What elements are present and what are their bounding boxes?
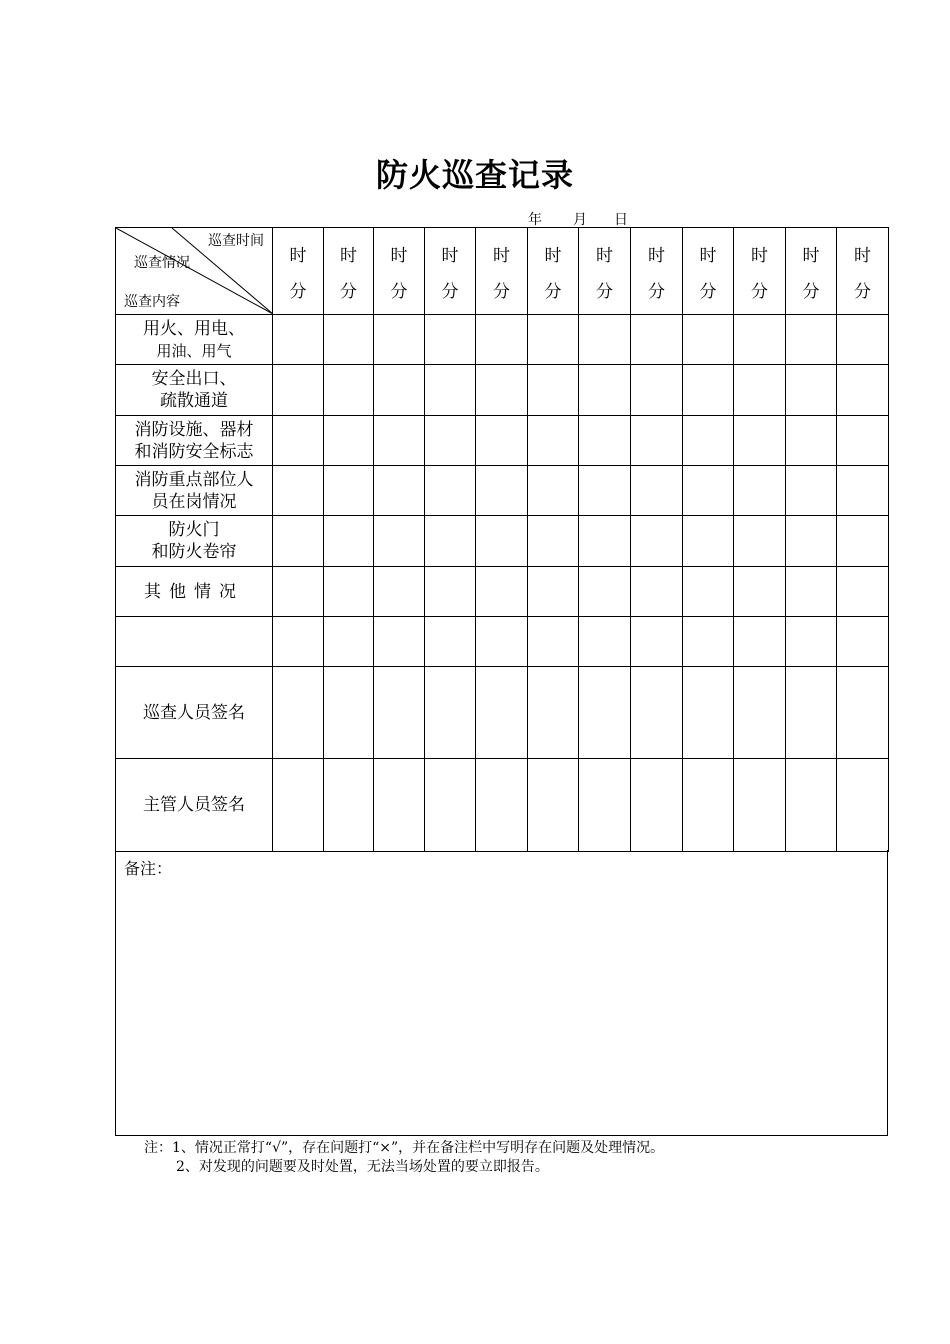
check-cell[interactable] bbox=[476, 315, 528, 365]
check-cell[interactable] bbox=[528, 466, 579, 516]
check-cell[interactable] bbox=[683, 416, 734, 466]
check-cell[interactable] bbox=[734, 416, 786, 466]
check-cell[interactable] bbox=[579, 365, 631, 416]
hour-label: 时 bbox=[648, 246, 665, 266]
check-cell[interactable] bbox=[324, 466, 374, 516]
check-cell[interactable] bbox=[786, 567, 837, 617]
check-cell[interactable] bbox=[837, 667, 889, 759]
check-cell[interactable] bbox=[528, 365, 579, 416]
date-day: 日 bbox=[614, 212, 628, 228]
check-cell[interactable] bbox=[683, 617, 734, 667]
table-row bbox=[116, 617, 889, 667]
check-cell[interactable] bbox=[734, 365, 786, 416]
row-label-line2: 疏散通道 bbox=[160, 391, 228, 411]
check-cell[interactable] bbox=[786, 516, 837, 567]
minute-label: 分 bbox=[648, 282, 665, 302]
check-cell[interactable] bbox=[374, 466, 425, 516]
header-row bbox=[116, 228, 889, 315]
check-cell[interactable] bbox=[837, 759, 889, 852]
check-cell[interactable] bbox=[579, 759, 631, 852]
time-header-cell bbox=[579, 228, 631, 315]
check-cell[interactable] bbox=[734, 617, 786, 667]
check-cell[interactable] bbox=[579, 667, 631, 759]
minute-label: 分 bbox=[441, 282, 459, 302]
row-label-cell bbox=[116, 416, 273, 466]
check-cell[interactable] bbox=[374, 416, 425, 466]
minute-label: 分 bbox=[340, 282, 357, 302]
table-row bbox=[116, 365, 889, 416]
corner-label-content: 巡查内容 bbox=[124, 294, 180, 310]
check-cell[interactable] bbox=[476, 759, 528, 852]
check-cell[interactable] bbox=[528, 516, 579, 567]
check-cell[interactable] bbox=[528, 759, 579, 852]
check-cell[interactable] bbox=[374, 667, 425, 759]
check-cell[interactable] bbox=[324, 759, 374, 852]
check-cell[interactable] bbox=[273, 667, 324, 759]
corner-label-status: 巡查情况 bbox=[134, 255, 190, 271]
check-cell[interactable] bbox=[374, 567, 425, 617]
row-label-line1: 防火门 bbox=[168, 520, 220, 540]
time-header-cell bbox=[425, 228, 476, 315]
check-cell[interactable] bbox=[324, 617, 374, 667]
minute-label: 分 bbox=[596, 282, 613, 302]
time-header-cell bbox=[786, 228, 837, 315]
check-cell[interactable] bbox=[374, 365, 425, 416]
check-cell[interactable] bbox=[786, 466, 837, 516]
row-label-line1: 安全出口、 bbox=[151, 369, 237, 389]
table-row bbox=[116, 466, 889, 516]
check-cell[interactable] bbox=[631, 617, 683, 667]
check-cell[interactable] bbox=[476, 516, 528, 567]
corner-header-cell bbox=[116, 228, 273, 315]
check-cell[interactable] bbox=[273, 466, 324, 516]
row-label-line1: 消防设施、器材 bbox=[134, 419, 254, 440]
check-cell[interactable] bbox=[579, 516, 631, 567]
hour-label: 时 bbox=[493, 246, 510, 266]
check-cell[interactable] bbox=[837, 315, 889, 365]
minute-label: 分 bbox=[751, 282, 768, 302]
table-row bbox=[116, 416, 889, 466]
hour-label: 时 bbox=[390, 246, 408, 266]
check-cell[interactable] bbox=[425, 567, 476, 617]
supervisor-signature-row bbox=[116, 759, 889, 852]
check-cell[interactable] bbox=[273, 416, 324, 466]
date-line bbox=[528, 209, 648, 227]
table-row bbox=[116, 516, 889, 567]
check-cell[interactable] bbox=[683, 315, 734, 365]
check-cell[interactable] bbox=[631, 516, 683, 567]
check-cell[interactable] bbox=[476, 365, 528, 416]
check-cell[interactable] bbox=[734, 466, 786, 516]
check-cell[interactable] bbox=[528, 567, 579, 617]
check-cell[interactable] bbox=[273, 315, 324, 365]
time-header-cell bbox=[631, 228, 683, 315]
row-label-cell bbox=[116, 617, 273, 667]
table-row bbox=[116, 567, 889, 617]
minute-label: 分 bbox=[802, 282, 820, 302]
check-cell[interactable] bbox=[476, 667, 528, 759]
row-label-cell bbox=[116, 516, 273, 567]
supervisor-signature-label: 主管人员签名 bbox=[143, 795, 245, 815]
row-label-line2: 和防火卷帘 bbox=[151, 542, 237, 562]
check-cell[interactable] bbox=[374, 315, 425, 365]
hour-label: 时 bbox=[289, 246, 307, 266]
check-cell[interactable] bbox=[425, 667, 476, 759]
time-header-cell bbox=[324, 228, 374, 315]
check-cell[interactable] bbox=[374, 759, 425, 852]
check-cell[interactable] bbox=[631, 466, 683, 516]
row-label-cell bbox=[116, 365, 273, 416]
check-cell[interactable] bbox=[476, 466, 528, 516]
check-cell[interactable] bbox=[579, 416, 631, 466]
row-label-line2: 员在岗情况 bbox=[151, 491, 237, 512]
check-cell[interactable] bbox=[324, 667, 374, 759]
row-label-cell bbox=[116, 466, 273, 516]
check-cell[interactable] bbox=[273, 365, 324, 416]
check-cell[interactable] bbox=[734, 759, 786, 852]
remarks-label: 备注： bbox=[124, 859, 173, 878]
hour-label: 时 bbox=[854, 246, 871, 266]
check-cell[interactable] bbox=[374, 617, 425, 667]
minute-label: 分 bbox=[390, 282, 408, 302]
minute-label: 分 bbox=[493, 282, 510, 302]
minute-label: 分 bbox=[854, 282, 871, 302]
check-cell[interactable] bbox=[425, 759, 476, 852]
time-header-cell bbox=[374, 228, 425, 315]
hour-label: 时 bbox=[699, 246, 717, 266]
page-title: 防火巡查记录 bbox=[375, 156, 574, 194]
check-cell[interactable] bbox=[476, 416, 528, 466]
check-cell[interactable] bbox=[631, 759, 683, 852]
inspector-signature-row bbox=[116, 667, 889, 759]
check-cell[interactable] bbox=[786, 365, 837, 416]
corner-label-time: 巡查时间 bbox=[208, 233, 264, 249]
check-cell[interactable] bbox=[528, 617, 579, 667]
check-cell[interactable] bbox=[837, 617, 889, 667]
check-cell[interactable] bbox=[734, 667, 786, 759]
row-label-cell bbox=[116, 759, 273, 852]
check-cell[interactable] bbox=[273, 567, 324, 617]
row-label-line1: 消防重点部位人 bbox=[134, 469, 254, 490]
time-header-cell bbox=[273, 228, 324, 315]
check-cell[interactable] bbox=[579, 315, 631, 365]
check-cell[interactable] bbox=[324, 516, 374, 567]
hour-label: 时 bbox=[340, 246, 357, 266]
row-label-cell bbox=[116, 315, 273, 365]
hour-label: 时 bbox=[596, 246, 613, 266]
check-cell[interactable] bbox=[324, 315, 374, 365]
inspector-signature-label: 巡查人员签名 bbox=[143, 702, 245, 723]
check-cell[interactable] bbox=[273, 759, 324, 852]
row-label-cell bbox=[116, 667, 273, 759]
row-label-line2: 和消防安全标志 bbox=[134, 441, 254, 462]
minute-label: 分 bbox=[544, 282, 562, 302]
check-cell[interactable] bbox=[579, 617, 631, 667]
check-cell[interactable] bbox=[786, 617, 837, 667]
footnotes bbox=[144, 1139, 664, 1177]
time-header-cell bbox=[528, 228, 579, 315]
check-cell[interactable] bbox=[476, 617, 528, 667]
check-cell[interactable] bbox=[425, 416, 476, 466]
minute-label: 分 bbox=[289, 282, 307, 302]
check-cell[interactable] bbox=[273, 617, 324, 667]
hour-label: 时 bbox=[544, 246, 562, 266]
hour-label: 时 bbox=[441, 246, 459, 266]
check-cell[interactable] bbox=[631, 315, 683, 365]
hour-label: 时 bbox=[751, 246, 768, 266]
time-header-cell bbox=[837, 228, 889, 315]
check-cell[interactable] bbox=[683, 567, 734, 617]
check-cell[interactable] bbox=[528, 315, 579, 365]
check-cell[interactable] bbox=[374, 516, 425, 567]
remarks-box[interactable] bbox=[115, 850, 888, 1136]
check-cell[interactable] bbox=[476, 567, 528, 617]
check-cell[interactable] bbox=[631, 567, 683, 617]
check-cell[interactable] bbox=[324, 567, 374, 617]
check-cell[interactable] bbox=[786, 667, 837, 759]
check-cell[interactable] bbox=[631, 365, 683, 416]
check-cell[interactable] bbox=[734, 516, 786, 567]
time-header-cell bbox=[683, 228, 734, 315]
check-cell[interactable] bbox=[683, 365, 734, 416]
check-cell[interactable] bbox=[786, 759, 837, 852]
check-cell[interactable] bbox=[631, 667, 683, 759]
check-cell[interactable] bbox=[786, 315, 837, 365]
check-cell[interactable] bbox=[837, 567, 889, 617]
row-label-line1: 其他情况 bbox=[144, 581, 244, 602]
check-cell[interactable] bbox=[528, 667, 579, 759]
time-header-cell bbox=[476, 228, 528, 315]
check-cell[interactable] bbox=[683, 667, 734, 759]
check-cell[interactable] bbox=[837, 466, 889, 516]
check-cell[interactable] bbox=[425, 516, 476, 567]
check-cell[interactable] bbox=[683, 466, 734, 516]
check-cell[interactable] bbox=[579, 567, 631, 617]
check-cell[interactable] bbox=[837, 416, 889, 466]
check-cell[interactable] bbox=[324, 416, 374, 466]
check-cell[interactable] bbox=[324, 365, 374, 416]
date-year: 年 bbox=[528, 212, 542, 228]
patrol-record-table bbox=[115, 227, 889, 852]
row-label-line2: 用油、用气 bbox=[156, 341, 232, 360]
check-cell[interactable] bbox=[837, 365, 889, 416]
table-row bbox=[116, 315, 889, 365]
footnote-2: 2、对发现的问题要及时处置，无法当场处置的要立即报告。 bbox=[176, 1159, 549, 1175]
hour-label: 时 bbox=[802, 246, 820, 266]
row-label-line1: 用火、用电、 bbox=[143, 318, 245, 339]
footnote-1: 注：1、情况正常打“√”，存在问题打“×”，并在备注栏中写明存在问题及处理情况。 bbox=[144, 1140, 665, 1156]
time-header-cell bbox=[734, 228, 786, 315]
date-month: 月 bbox=[573, 212, 587, 228]
check-cell[interactable] bbox=[579, 466, 631, 516]
check-cell[interactable] bbox=[683, 759, 734, 852]
check-cell[interactable] bbox=[528, 416, 579, 466]
check-cell[interactable] bbox=[734, 315, 786, 365]
check-cell[interactable] bbox=[425, 466, 476, 516]
check-cell[interactable] bbox=[273, 516, 324, 567]
check-cell[interactable] bbox=[425, 617, 476, 667]
check-cell[interactable] bbox=[425, 365, 476, 416]
check-cell[interactable] bbox=[683, 516, 734, 567]
check-cell[interactable] bbox=[425, 315, 476, 365]
check-cell[interactable] bbox=[734, 567, 786, 617]
check-cell[interactable] bbox=[631, 416, 683, 466]
minute-label: 分 bbox=[699, 282, 717, 302]
row-label-cell bbox=[116, 567, 273, 617]
check-cell[interactable] bbox=[837, 516, 889, 567]
check-cell[interactable] bbox=[786, 416, 837, 466]
